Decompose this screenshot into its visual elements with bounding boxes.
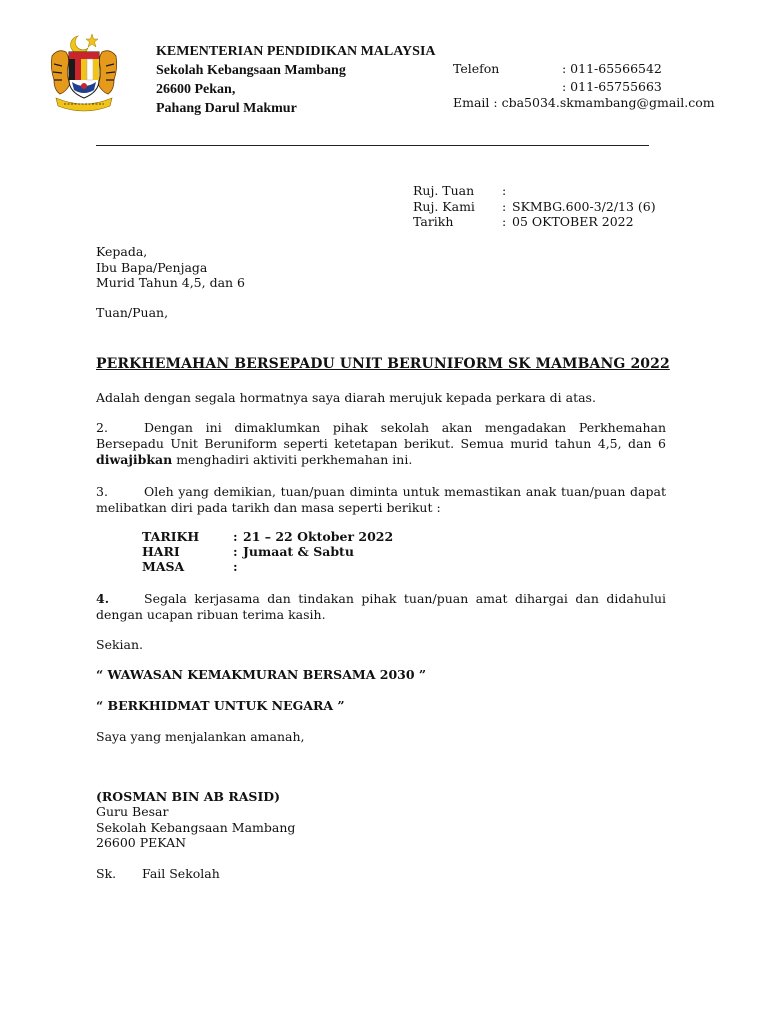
ruj-tuan-colon: : <box>502 183 507 198</box>
salutation: Tuan/Puan, <box>96 305 169 320</box>
tarikh-colon: : <box>502 214 507 229</box>
detail-masa-colon: : <box>233 559 238 574</box>
school-name: Sekolah Kebangsaan Mambang <box>156 63 346 78</box>
paragraph-1: Adalah dengan segala hormatnya saya diarah merujuk kepada perkara di atas. <box>96 390 596 405</box>
motto-2: “ BERKHIDMAT UNTUK NEGARA ” <box>96 698 345 713</box>
state-name: Pahang Darul Makmur <box>156 101 297 116</box>
recipient-line-1: Ibu Bapa/Penjaga <box>96 260 208 275</box>
detail-hari-value: Jumaat & Sabtu <box>243 544 354 559</box>
detail-hari-label: HARI <box>142 544 180 559</box>
phone-label: Telefon <box>453 61 500 76</box>
signatory-school: Sekolah Kebangsaan Mambang <box>96 820 296 835</box>
paragraph-2-text: Dengan ini dimaklumkan pihak sekolah akan mengadakan Perkhemahan Bersepadu Unit Beruniform seperti ketetapan berikut. Semua murid tahun 4,5, dan 6 <box>96 420 666 451</box>
email-address: Email : cba5034.skmambang@gmail.com <box>453 95 715 110</box>
signoff: Saya yang menjalankan amanah, <box>96 729 305 744</box>
tarikh-label: Tarikh <box>413 214 454 229</box>
signatory-position: Guru Besar <box>96 804 169 819</box>
letterhead-block <box>156 42 436 118</box>
signatory-name: (ROSMAN BIN AB RASID) <box>96 789 281 804</box>
ruj-kami-value: SKMBG.600-3/2/13 (6) <box>512 199 656 214</box>
detail-tarikh-colon: : <box>233 529 238 544</box>
paragraph-2-number: 2. <box>96 420 108 435</box>
cc-label: Sk. <box>96 866 117 881</box>
signatory-address: 26600 PEKAN <box>96 835 187 850</box>
phone-number-2: : 011-65755663 <box>562 79 662 94</box>
closing: Sekian. <box>96 637 144 652</box>
paragraph-2-text-end: menghadiri aktiviti perkhemahan ini. <box>172 452 413 467</box>
paragraph-4-number: 4. <box>96 591 110 606</box>
ruj-kami-colon: : <box>502 199 507 214</box>
detail-masa-label: MASA <box>142 559 185 574</box>
motto-1: “ WAWASAN KEMAKMURAN BERSAMA 2030 ” <box>96 667 427 682</box>
malaysia-coat-of-arms-logo <box>48 26 120 120</box>
paragraph-2-bold: diwajibkan <box>96 452 173 467</box>
ministry-name: KEMENTERIAN PENDIDIKAN MALAYSIA <box>156 44 436 59</box>
detail-hari-colon: : <box>233 544 238 559</box>
recipient-line-2: Murid Tahun 4,5, dan 6 <box>96 275 245 290</box>
header-divider <box>96 145 649 146</box>
paragraph-3-text: Oleh yang demikian, tuan/puan diminta untuk memastikan anak tuan/puan dapat melibatkan diri pada tarikh dan masa seperti berikut : <box>96 484 666 515</box>
paragraph-4-text: Segala kerjasama dan tindakan pihak tuan/puan amat dihargai dan didahului dengan ucapan ribuan terima kasih. <box>96 591 666 622</box>
tarikh-value: 05 OKTOBER 2022 <box>512 214 634 229</box>
recipient-kepada: Kepada, <box>96 244 148 259</box>
paragraph-2 <box>96 420 666 468</box>
ruj-kami-label: Ruj. Kami <box>413 199 475 214</box>
paragraph-3-number: 3. <box>96 484 108 499</box>
postcode-town: 26600 Pekan, <box>156 82 236 97</box>
letter-title: PERKHEMAHAN BERSEPADU UNIT BERUNIFORM SK MAMBANG 2022 <box>96 356 670 372</box>
ruj-tuan-label: Ruj. Tuan <box>413 183 475 198</box>
detail-tarikh-value: 21 – 22 Oktober 2022 <box>243 529 394 544</box>
detail-tarikh-label: TARIKH <box>142 529 200 544</box>
paragraph-3 <box>96 484 666 516</box>
paragraph-4 <box>96 591 666 623</box>
cc-value: Fail Sekolah <box>142 866 220 881</box>
phone-number-1: : 011-65566542 <box>562 61 662 76</box>
